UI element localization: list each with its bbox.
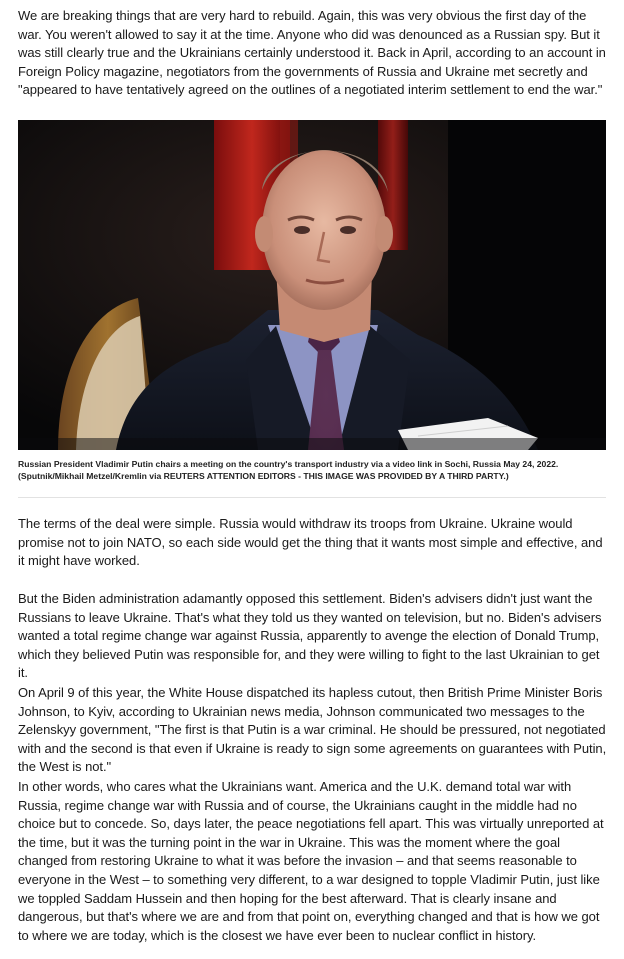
article-paragraph-4: On April 9 of this year, the White House dispatched its hapless cutout, then British Prime Minister Boris Johnson, to Kyiv, according to Ukrainian news media, Johnson communicated two messages to the Zelenskyy government, "The first is that Putin is a war criminal. He should be pressured, not negotiated with and the second is that even if Ukraine is ready to sign some agreements on guarantees with Putin, the West is not." (18, 685, 607, 775)
caption-divider (18, 497, 606, 498)
article-paragraph-3: But the Biden administration adamantly opposed this settlement. Biden's advisers didn't just want the Russians to leave Ukraine. That's what they told us they wanted on television, but no. Biden's advisers wanted a total regime change war against Russia, apparently to avenge the election of Donald Trump, which they believed Putin was responsible for, and they were willing to fight to the last Ukrainian to get it. (18, 591, 602, 681)
article-paragraph-5: In other words, who cares what the Ukrainians want. America and the U.K. demand total war with Russia, regime change war with Russia and of course, the Ukrainians caught in the middle had no choice but to concede. So, days later, the peace negotiations fell apart. This was virtually unreported at the time, but it was the turning point in the war in Ukraine. This was the moment where the goal changed from restoring Ukraine to what it was before the invasion – and that seems reasonable to everyone in the West – to something very different, to a war designed to topple Vladimir Putin, just like we toppled Saddam Hussein and then hoping for the best afterward. That is clearly insane and dangerous, but that's where we are and from that point on, everything changed and that is how we got to where we are today, which is the closest we have ever been to nuclear conflict in history. (18, 779, 604, 943)
article-photo (18, 120, 606, 450)
article-paragraph-1: We are breaking things that are very hard to rebuild. Again, this was very obvious the first day of the war. You weren't allowed to say it at the time. Anyone who did was denounced as a Russian spy. But it was still clearly true and the Ukrainians certainly understood it. Back in April, according to an account in Foreign Policy magazine, negotiators from the governments of Russia and Ukraine met secretly and "appeared to have tentatively agreed on the outlines of a negotiated interim settlement to end the war." (18, 8, 606, 98)
photo-caption: Russian President Vladimir Putin chairs a meeting on the country's transport industry via a video link in Sochi, Russia May 24, 2022. (Sputnik/Mikhail Metzel/Kremlin via REUTERS ATTENTION EDITORS - THIS IMAGE WAS PROVIDED BY A THIRD PARTY.) (18, 459, 559, 481)
article-paragraph-2: The terms of the deal were simple. Russia would withdraw its troops from Ukraine. Ukraine would promise not to join NATO, so each side would get the thing that it wants most simple and effective, and it might have worked. (18, 516, 603, 569)
